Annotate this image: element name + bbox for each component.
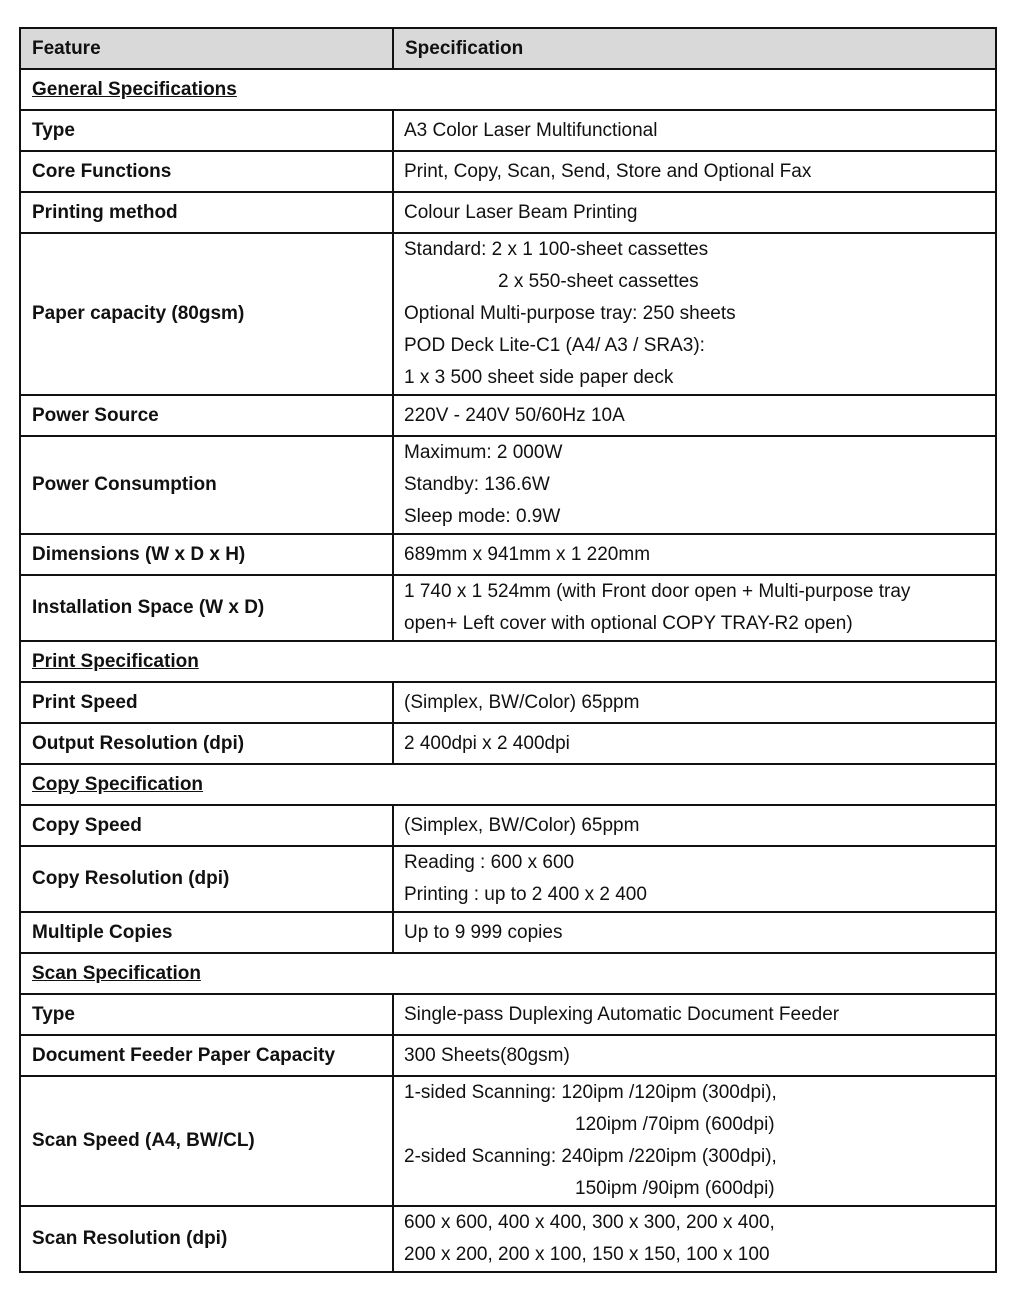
table-row	[20, 192, 996, 233]
row-value: Up to 9 999 copies	[393, 912, 996, 953]
row-value: Single-pass Duplexing Automatic Document Feeder	[393, 994, 996, 1035]
value-line: 2-sided Scanning: 240ipm /220ipm (300dpi),	[404, 1146, 777, 1167]
header-feature: Feature	[20, 28, 393, 69]
table-row	[20, 395, 996, 436]
row-label: Multiple Copies	[20, 912, 393, 953]
row-value	[393, 1076, 996, 1206]
table-header-row	[20, 28, 996, 69]
value-line: Standby: 136.6W	[404, 474, 550, 495]
table-row	[20, 233, 996, 395]
section-row-scan	[20, 953, 996, 994]
row-value: 2 400dpi x 2 400dpi	[393, 723, 996, 764]
row-value	[393, 846, 996, 912]
row-value: 220V - 240V 50/60Hz 10A	[393, 395, 996, 436]
section-title-scan: Scan Specification	[20, 953, 996, 994]
value-line: Maximum: 2 000W	[404, 442, 563, 463]
table-row	[20, 994, 996, 1035]
value-line: 120ipm /70ipm (600dpi)	[575, 1114, 775, 1135]
row-label: Installation Space (W x D)	[20, 575, 393, 641]
table-row	[20, 534, 996, 575]
value-line: 1 740 x 1 524mm (with Front door open + Multi-purpose tray	[404, 581, 911, 602]
row-label: Dimensions (W x D x H)	[20, 534, 393, 575]
value-line: POD Deck Lite-C1 (A4/ A3 / SRA3):	[404, 335, 705, 356]
header-specification: Specification	[393, 28, 996, 69]
value-line: 200 x 200, 200 x 100, 150 x 150, 100 x 100	[404, 1244, 770, 1265]
table-row	[20, 1206, 996, 1272]
section-row-print	[20, 641, 996, 682]
row-value: 689mm x 941mm x 1 220mm	[393, 534, 996, 575]
section-title-copy: Copy Specification	[20, 764, 996, 805]
value-line: Optional Multi-purpose tray: 250 sheets	[404, 303, 736, 324]
specification-table	[19, 27, 997, 1273]
value-line: Standard: 2 x 1 100-sheet cassettes	[404, 239, 709, 260]
row-label: Type	[20, 110, 393, 151]
table-row	[20, 805, 996, 846]
row-value: (Simplex, BW/Color) 65ppm	[393, 682, 996, 723]
row-value: 300 Sheets(80gsm)	[393, 1035, 996, 1076]
row-label: Power Source	[20, 395, 393, 436]
value-line: 2 x 550-sheet cassettes	[498, 271, 699, 292]
row-label: Scan Speed (A4, BW/CL)	[20, 1076, 393, 1206]
table-row	[20, 110, 996, 151]
table-row	[20, 436, 996, 534]
value-line: Reading : 600 x 600	[404, 852, 575, 873]
table-row	[20, 151, 996, 192]
row-value: (Simplex, BW/Color) 65ppm	[393, 805, 996, 846]
row-label: Scan Resolution (dpi)	[20, 1206, 393, 1272]
row-value: A3 Color Laser Multifunctional	[393, 110, 996, 151]
row-value	[393, 436, 996, 534]
value-line: 1 x 3 500 sheet side paper deck	[404, 367, 674, 388]
section-title-general: General Specifications	[20, 69, 996, 110]
row-value	[393, 575, 996, 641]
value-line: open+ Left cover with optional COPY TRAY-R2 open)	[404, 613, 853, 634]
row-label: Paper capacity (80gsm)	[20, 233, 393, 395]
spec-table-container	[19, 27, 995, 1273]
table-row	[20, 723, 996, 764]
table-row	[20, 912, 996, 953]
row-label: Print Speed	[20, 682, 393, 723]
value-line: 150ipm /90ipm (600dpi)	[575, 1178, 775, 1199]
section-title-print: Print Specification	[20, 641, 996, 682]
table-row	[20, 682, 996, 723]
row-label: Output Resolution (dpi)	[20, 723, 393, 764]
row-label: Power Consumption	[20, 436, 393, 534]
row-value: Colour Laser Beam Printing	[393, 192, 996, 233]
section-row-general	[20, 69, 996, 110]
row-label: Printing method	[20, 192, 393, 233]
table-row	[20, 575, 996, 641]
value-line: 1-sided Scanning: 120ipm /120ipm (300dpi),	[404, 1082, 777, 1103]
row-label: Copy Speed	[20, 805, 393, 846]
row-label: Document Feeder Paper Capacity	[20, 1035, 393, 1076]
row-label: Core Functions	[20, 151, 393, 192]
value-line: 600 x 600, 400 x 400, 300 x 300, 200 x 400,	[404, 1212, 775, 1233]
value-line: Printing : up to 2 400 x 2 400	[404, 884, 647, 905]
row-label: Copy Resolution (dpi)	[20, 846, 393, 912]
row-value	[393, 233, 996, 395]
table-row	[20, 846, 996, 912]
section-row-copy	[20, 764, 996, 805]
value-line: Sleep mode: 0.9W	[404, 506, 561, 527]
row-value	[393, 1206, 996, 1272]
row-label: Type	[20, 994, 393, 1035]
row-value: Print, Copy, Scan, Send, Store and Optional Fax	[393, 151, 996, 192]
table-row	[20, 1035, 996, 1076]
table-row	[20, 1076, 996, 1206]
